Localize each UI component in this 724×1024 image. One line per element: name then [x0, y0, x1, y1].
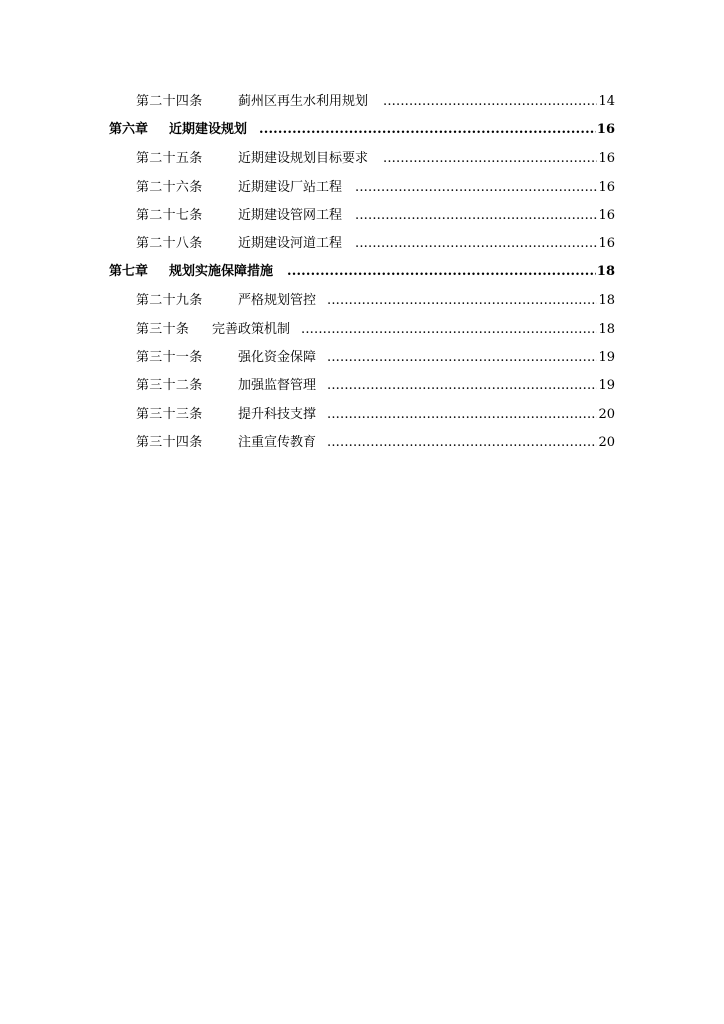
toc-dot-leader — [355, 234, 600, 254]
toc-entry-title: 严格规划管控 — [238, 293, 317, 308]
toc-dot-leader — [259, 120, 600, 140]
toc-chapter-number: 第七章 — [109, 264, 149, 279]
toc-entry-number: 第三十条 — [136, 322, 190, 337]
toc-entry-number: 第二十六条 — [136, 180, 203, 195]
toc-entry[interactable] — [0, 320, 724, 340]
toc-dot-leader — [327, 433, 600, 453]
toc-entry-number: 第二十九条 — [136, 293, 203, 308]
toc-chapter-title: 规划实施保障措施 — [169, 264, 274, 279]
toc-page-number: 18 — [596, 262, 615, 282]
toc-entry-title: 近期建设厂站工程 — [238, 180, 343, 195]
toc-chapter-number: 第六章 — [109, 122, 149, 137]
toc-entry[interactable] — [0, 405, 724, 425]
toc-entry-number: 第三十一条 — [136, 350, 203, 365]
toc-entry-number: 第二十七条 — [136, 208, 203, 223]
toc-entry[interactable] — [0, 234, 724, 254]
toc-page-number: 16 — [597, 206, 615, 226]
toc-entry[interactable] — [0, 149, 724, 169]
toc-entry-title: 强化资金保障 — [238, 350, 317, 365]
toc-chapter-title: 近期建设规划 — [169, 122, 248, 137]
toc-page-number: 16 — [597, 178, 615, 198]
toc-entry[interactable] — [0, 206, 724, 226]
toc-entry-number: 第二十四条 — [136, 94, 203, 109]
toc-entry-number: 第三十四条 — [136, 435, 203, 450]
toc-page-number: 16 — [597, 234, 615, 254]
toc-entry-title: 蓟州区再生水利用规划 — [238, 94, 369, 109]
toc-dot-leader — [327, 291, 600, 311]
toc-page-number: 20 — [597, 433, 615, 453]
toc-entry-title: 提升科技支撑 — [238, 407, 317, 422]
toc-chapter-entry[interactable] — [0, 120, 724, 140]
toc-dot-leader — [301, 320, 600, 340]
toc-dot-leader — [327, 348, 600, 368]
toc-entry[interactable] — [0, 376, 724, 396]
toc-entry[interactable] — [0, 291, 724, 311]
toc-entry-title: 完善政策机制 — [212, 322, 291, 337]
toc-page-number: 16 — [596, 120, 615, 140]
toc-entry-number: 第三十三条 — [136, 407, 203, 422]
toc-dot-leader — [355, 206, 600, 226]
toc-chapter-entry[interactable] — [0, 262, 724, 282]
toc-entry-title: 加强监督管理 — [238, 378, 317, 393]
toc-dot-leader — [327, 405, 600, 425]
toc-page-number: 18 — [597, 291, 615, 311]
toc-entry-number: 第二十五条 — [136, 151, 203, 166]
toc-page-number: 19 — [597, 348, 615, 368]
toc-entry-title: 近期建设管网工程 — [238, 208, 343, 223]
toc-entry-title: 注重宣传教育 — [238, 435, 317, 450]
toc-entry-number: 第三十二条 — [136, 378, 203, 393]
toc-entry-title: 近期建设河道工程 — [238, 236, 343, 251]
toc-dot-leader — [383, 92, 600, 112]
toc-entry[interactable] — [0, 433, 724, 453]
toc-entry-number: 第二十八条 — [136, 236, 203, 251]
toc-page-number: 20 — [597, 405, 615, 425]
toc-page-number: 14 — [597, 92, 615, 112]
toc-dot-leader — [327, 376, 600, 396]
toc-page-number: 18 — [597, 320, 615, 340]
toc-entry[interactable] — [0, 348, 724, 368]
toc-entry-title: 近期建设规划目标要求 — [238, 151, 369, 166]
toc-dot-leader — [287, 262, 600, 282]
toc-dot-leader — [355, 178, 600, 198]
toc-dot-leader — [383, 149, 600, 169]
toc-entry[interactable] — [0, 178, 724, 198]
toc-page-number: 19 — [597, 376, 615, 396]
toc-entry[interactable] — [0, 92, 724, 112]
toc-page-number: 16 — [597, 149, 615, 169]
